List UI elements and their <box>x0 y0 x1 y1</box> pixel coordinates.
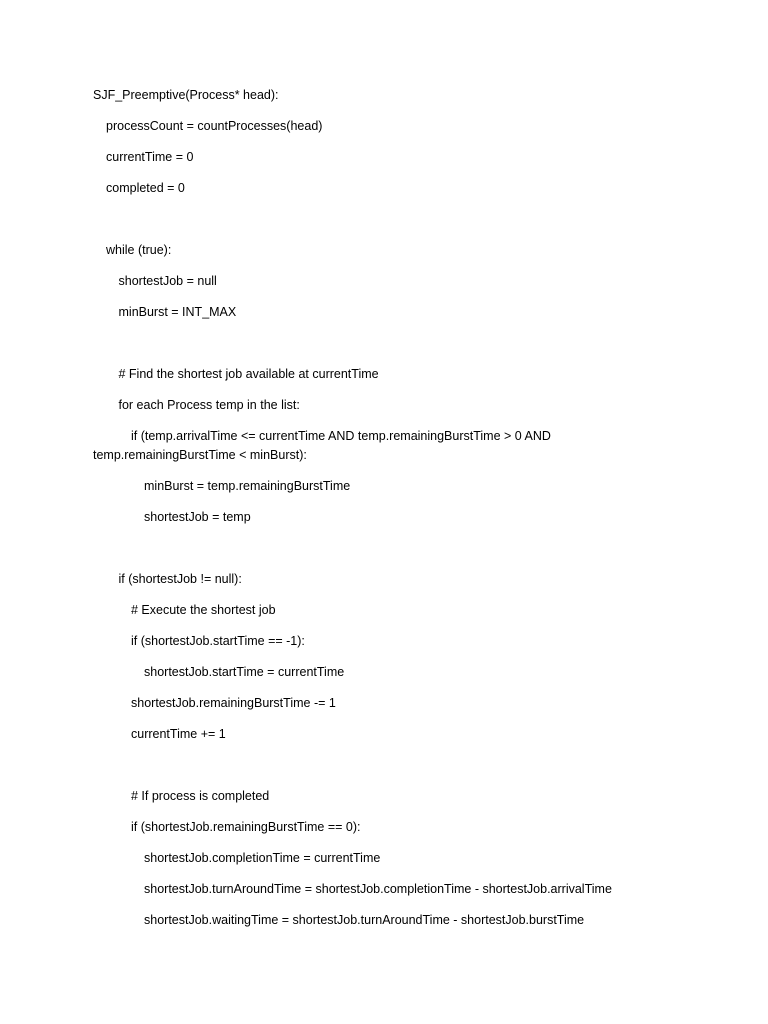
code-line-turnaround-time: shortestJob.turnAroundTime = shortestJob.completionTime - shortestJob.arrivalTime <box>144 882 612 896</box>
code-line-completion-time: shortestJob.completionTime = currentTime <box>144 851 381 865</box>
code-block <box>93 86 693 942</box>
code-line-if-condition-part2: temp.remainingBurstTime < minBurst): <box>93 448 307 462</box>
blank-line <box>93 539 693 558</box>
blank-line <box>93 334 693 353</box>
code-line-completed: completed = 0 <box>106 181 185 195</box>
blank-line <box>93 756 693 775</box>
code-line-min-burst-init: minBurst = INT_MAX <box>118 305 237 319</box>
code-comment-execute: # Execute the shortest job <box>131 603 276 617</box>
code-line-if-start-time: if (shortestJob.startTime == -1): <box>131 634 305 648</box>
blank-line <box>93 210 693 229</box>
code-line-if-condition-part1: if (temp.arrivalTime <= currentTime AND temp.remainingBurstTime > 0 AND <box>131 429 551 443</box>
code-line-start-time-assign: shortestJob.startTime = currentTime <box>144 665 345 679</box>
code-line-decrement-burst: shortestJob.remainingBurstTime -= 1 <box>131 696 336 710</box>
code-line-if-condition <box>93 427 693 465</box>
code-line-current-time: currentTime = 0 <box>106 150 194 164</box>
code-line-while-loop: while (true): <box>106 243 172 257</box>
code-line-if-completed: if (shortestJob.remainingBurstTime == 0): <box>131 820 361 834</box>
code-line-increment-time: currentTime += 1 <box>131 727 226 741</box>
code-line-process-count: processCount = countProcesses(head) <box>106 119 323 133</box>
code-line-function-signature: SJF_Preemptive(Process* head): <box>93 88 279 102</box>
code-line-if-shortest-job: if (shortestJob != null): <box>118 572 242 586</box>
code-line-waiting-time: shortestJob.waitingTime = shortestJob.turnAroundTime - shortestJob.burstTime <box>144 913 585 927</box>
code-line-shortest-job-init: shortestJob = null <box>118 274 217 288</box>
code-line-shortest-job-assign: shortestJob = temp <box>144 510 251 524</box>
code-comment-if-completed: # If process is completed <box>131 789 270 803</box>
code-line-min-burst-assign: minBurst = temp.remainingBurstTime <box>144 479 351 493</box>
code-comment-find-shortest: # Find the shortest job available at currentTime <box>118 367 379 381</box>
code-line-for-each: for each Process temp in the list: <box>118 398 300 412</box>
